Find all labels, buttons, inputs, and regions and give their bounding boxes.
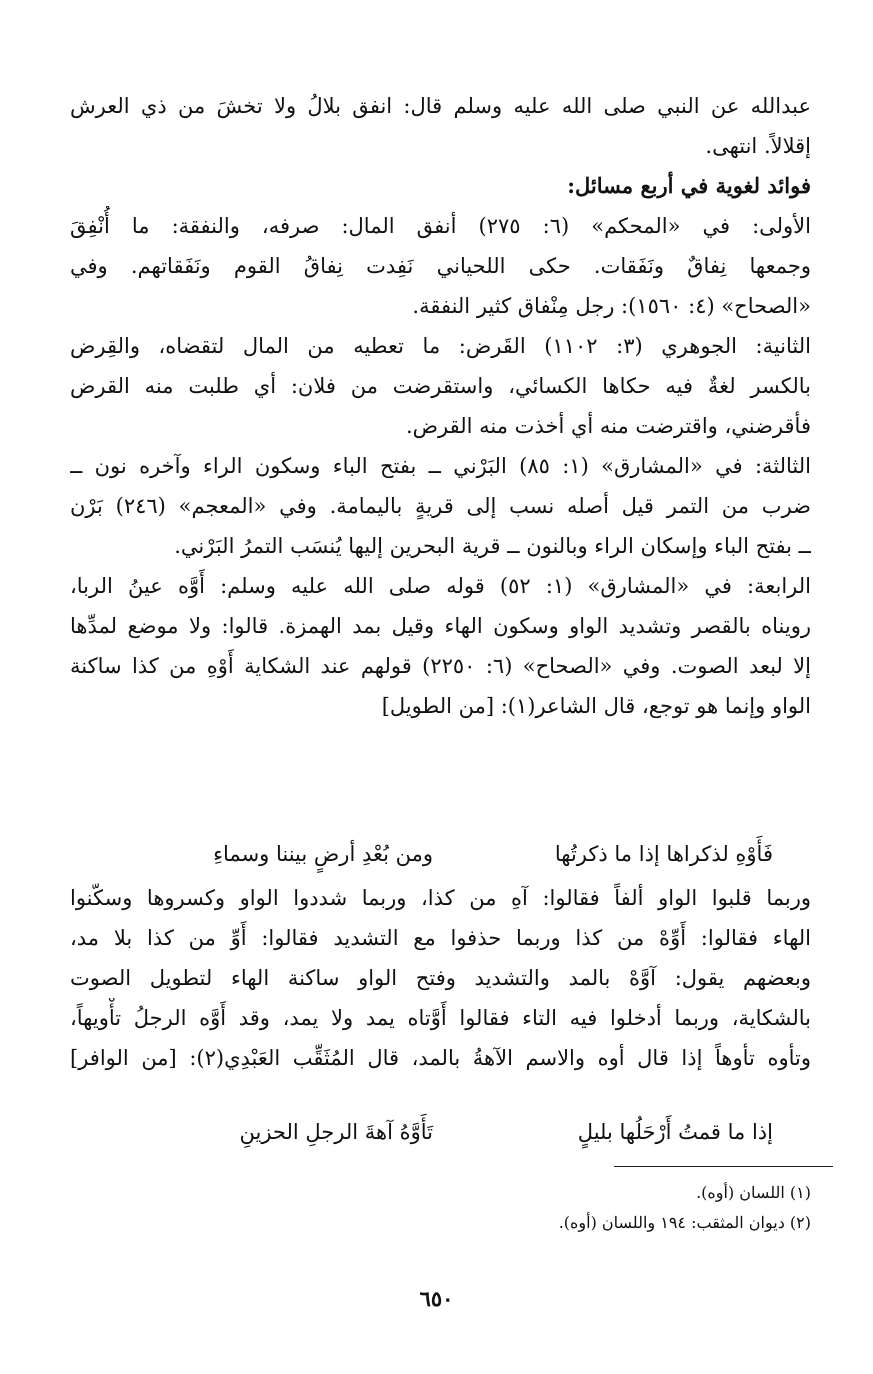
text-line: الرابعة: في «المشارق» (١: ٥٢) قوله صلى الله عليه وسلم: أَوَّه عينُ الربا، <box>70 574 811 598</box>
text-line: الأولى: في «المحكم» (٦: ٢٧٥) أنفق المال: صرفه، والنفقة: ما أُنْفِقَ <box>70 214 811 238</box>
footnote-separator <box>614 1166 833 1167</box>
text-line: إقلالاً. انتهى. <box>705 134 811 158</box>
footnote: (٢) ديوان المثقب: ١٩٤ واللسان (أوه). <box>558 1213 811 1232</box>
text-line: وتأوه تأوهاً إذا قال أوه والاسم الآهةُ بالمد، قال المُثَقِّب العَبْدِي(٢): [من الوافر] <box>70 1046 811 1070</box>
text-line: فأقرضني، واقترضت منه أي أخذت منه القرض. <box>405 414 811 438</box>
text-line: إلا لبعد الصوت. وفي «الصحاح» (٦: ٢٢٥٠) قولهم عند الشكاية أَوْهِ من كذا ساكنة <box>70 654 811 678</box>
verse-1-second-hemistich: ومن بُعْدِ أرضٍ بيننا وسماءِ <box>213 842 433 866</box>
text-line: الثانية: الجوهري (٣: ١١٠٢) القَرض: ما تعطيه من المال لتقضاه، والقِرض <box>70 334 811 358</box>
text-line: وبعضهم يقول: آوَّهْ بالمد والتشديد وفتح الواو ساكنة الهاء لتطويل الصوت <box>70 966 811 990</box>
text-line: وربما قلبوا الواو ألفاً فقالوا: آهِ من كذا، وربما شددوا الواو وكسروها وسكّنوا <box>70 886 811 910</box>
text-line: رويناه بالقصر وتشديد الواو وسكون الهاء وقيل بمد الهمزة. قالوا: ولا موضع لمدِّها <box>70 614 811 638</box>
text-line: ــ بفتح الباء وإسكان الراء وبالنون ــ قرية البحرين إليها يُنسَب التمرُ البَرْني. <box>174 534 811 558</box>
page-number: ٦٥٠ <box>419 1286 454 1311</box>
text-line: «الصحاح» (٤: ١٥٦٠): رجل مِنْفاق كثير النفقة. <box>412 294 811 318</box>
body-text-bottom <box>70 878 811 1078</box>
footnote: (١) اللسان (أوه). <box>696 1183 811 1202</box>
text-line: الثالثة: في «المشارق» (١: ٨٥) البَرْني ــ بفتح الباء وسكون الراء وآخره نون ــ <box>70 454 811 478</box>
text-line: عبدالله عن النبي صلى الله عليه وسلم قال: انفق بلالُ ولا تخشَ من ذي العرش <box>70 94 811 118</box>
footnotes <box>300 1178 811 1238</box>
verse-2-first-hemistich: إذا ما قمتُ أَرْحَلُها بليلٍ <box>577 1120 773 1144</box>
text-line: بالكسر لغةٌ فيه حكاها الكسائي، واستقرضت من فلان: أي طلبت منه القرض <box>70 374 811 398</box>
text-line: وجمعها نِفاقٌ ونَفَقات. حكى اللحياني نَفِدت نِفاقُ القوم ونَفَقاتهم. وفي <box>70 254 811 278</box>
text-line: الواو وإنما هو توجع، قال الشاعر(١): [من الطويل] <box>381 694 811 718</box>
text-line: الهاء فقالوا: أَوِّهْ من كذا وربما حذفوا مع التشديد فقالوا: أَوِّ من كذا بلا مد، <box>70 926 811 950</box>
text-line: ضرب من التمر قيل أصله نسب إلى قريةٍ باليمامة. وفي «المعجم» (٢٤٦) بَرْن <box>70 494 811 518</box>
text-line: بالشكاية، وربما أدخلوا فيه التاء فقالوا أَوَّتاه يمد ولا يمد، وقد أَوَّه الرجلُ تأْويهاً، <box>70 1006 811 1030</box>
body-text-top <box>70 86 811 726</box>
section-heading: فوائد لغوية في أربع مسائل: <box>567 173 811 198</box>
verse-2-second-hemistich: تَأَوَّهُ آهةَ الرجلِ الحزينِ <box>239 1120 433 1144</box>
verse-1-first-hemistich: فَأَوْهِ لذكراها إذا ما ذكرتُها <box>554 842 773 866</box>
